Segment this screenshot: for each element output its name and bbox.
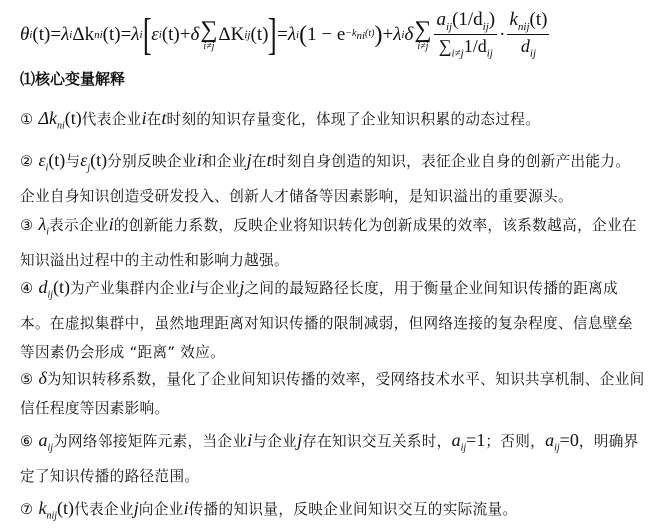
math-token: (t) xyxy=(53,277,70,297)
epsilon-symbol: ε xyxy=(151,24,159,45)
math-token: a xyxy=(38,430,48,450)
math-token: k xyxy=(38,498,47,518)
explanation-paragraph xyxy=(20,210,645,276)
math-token: ij xyxy=(47,442,53,454)
lambda-symbol: λ xyxy=(287,24,297,45)
sub-i: i xyxy=(401,29,405,41)
sub-i: i xyxy=(69,29,73,41)
equals: = xyxy=(277,24,288,45)
explanation-paragraph xyxy=(20,146,645,212)
exp-k: −k xyxy=(345,28,357,39)
explanation-paragraph xyxy=(20,364,645,423)
lambda-symbol: λ xyxy=(61,24,70,45)
sigma: ∑ xyxy=(414,17,432,43)
sub-ij: ij xyxy=(486,47,493,60)
sub-ij: ij xyxy=(482,20,489,33)
flow-fraction xyxy=(507,9,549,61)
paragraph-text: 之间的最短路径长度，用于衡量企业间知识传播的距离成本。在虚拟集群中，虽然地理距离对知识传播的限制减弱，但网络连接的复杂程度、信息壁垒等因素仍会形成 “距离” 效应。 xyxy=(20,280,633,361)
plus: + xyxy=(179,24,191,45)
math-token: ni xyxy=(57,120,65,132)
paragraph-text: 在 xyxy=(146,111,162,128)
d: d xyxy=(520,36,530,57)
paragraph-text: ① xyxy=(20,111,39,128)
knowledge-spillover-formula xyxy=(20,4,551,66)
math-symbol xyxy=(38,214,50,238)
numerator xyxy=(507,9,549,35)
paragraph-text: 时刻的知识存量变化，体现了企业知识积累的动态过程。 xyxy=(166,111,541,128)
left-paren: ( xyxy=(299,21,308,48)
math-token: j xyxy=(87,162,91,174)
sub-i: i xyxy=(29,29,33,41)
sum-limit: i≠j xyxy=(417,41,429,52)
a: a xyxy=(436,9,446,31)
paragraph-text: 为知识转移系数，量化了企业间知识传播的效率，受网络技术水平、知识共享机制、企业间信任程度等因素影响。 xyxy=(20,371,645,417)
paragraph-text: 分别反映企业 xyxy=(107,153,197,170)
math-token: ij xyxy=(47,289,53,301)
plus: + xyxy=(382,24,394,45)
explanation-paragraph xyxy=(20,273,645,367)
math-token: i xyxy=(108,214,114,234)
paragraph-text: 存在知识交互关系时， xyxy=(302,433,452,450)
sub-i: i xyxy=(296,29,300,41)
math-token: (t) xyxy=(48,150,66,170)
math-token: =1 xyxy=(466,430,486,450)
math-symbol xyxy=(80,150,108,174)
sub-i: i xyxy=(158,29,162,41)
math-token: t xyxy=(161,108,167,128)
math-token: i xyxy=(141,108,147,128)
denominator xyxy=(521,35,536,61)
explanation-paragraph xyxy=(20,494,645,531)
math-token: j xyxy=(133,498,139,518)
explanation-paragraph xyxy=(20,426,645,492)
explanation-paragraph xyxy=(20,104,645,141)
denominator xyxy=(439,35,493,61)
arg-t: (t) xyxy=(529,9,548,31)
paragraph-text: 与企业 xyxy=(252,433,298,450)
math-token: δ xyxy=(38,368,47,388)
math-token: a xyxy=(545,430,555,450)
exp-t: (t) xyxy=(365,28,375,39)
section-heading: ⑴核心变量解释 xyxy=(20,70,126,88)
paragraph-text: ⑥ xyxy=(20,433,39,450)
math-token: j xyxy=(239,277,245,297)
paragraph-text: 与企业 xyxy=(194,280,240,297)
paragraph-text: ⑦ xyxy=(20,501,39,518)
sum-limit: i≠j xyxy=(203,41,215,52)
math-token: a xyxy=(451,430,461,450)
math-token: (t) xyxy=(90,150,108,170)
paragraph-text: 在 xyxy=(251,153,267,170)
close-paren: ) xyxy=(488,9,496,31)
math-token: ε xyxy=(38,150,46,170)
sigma: ∑ xyxy=(438,36,452,57)
delta-symbol: δ xyxy=(190,24,200,45)
sub-i: i xyxy=(139,29,143,41)
left-bracket: [ xyxy=(142,10,152,59)
sigma: ∑ xyxy=(200,17,218,43)
right-paren: ) xyxy=(374,21,383,48)
paragraph-text: ③ xyxy=(20,217,39,234)
math-token: (t) xyxy=(64,108,82,128)
lambda-symbol: λ xyxy=(131,24,140,45)
math-symbol xyxy=(38,498,74,522)
exp-sub: ni xyxy=(356,30,366,42)
paragraph-text: 为网络邻接矩阵元素，当企业 xyxy=(53,433,248,450)
math-symbol xyxy=(38,277,70,301)
math-symbol xyxy=(545,430,579,454)
delta-k: Δk xyxy=(72,24,95,45)
dot: · xyxy=(499,24,506,45)
sub-ij: ij xyxy=(244,29,251,41)
math-token: i xyxy=(183,498,189,518)
one-over-d: (1/d xyxy=(452,9,483,31)
paragraph-text: 代表企业 xyxy=(81,111,142,128)
math-token: i xyxy=(196,150,202,170)
math-symbol xyxy=(38,430,53,454)
math-token: i xyxy=(45,162,49,174)
paragraph-text: 的创新能力系数，反映企业将知识转化为创新成果的效率，该系数越高，企业在知识溢出过程中的主动性和影响力越强。 xyxy=(20,217,637,270)
paragraph-text: ，明确界定了知识传播的路径范围。 xyxy=(20,433,639,486)
paragraph-text: 向企业 xyxy=(138,501,184,518)
math-token: d xyxy=(38,277,48,297)
sub-ni: ni xyxy=(94,29,103,41)
math-token: ij xyxy=(554,442,560,454)
arg-t: (t) xyxy=(32,24,51,45)
delta-K: ΔK xyxy=(218,24,245,45)
paragraph-text: ⑤ xyxy=(20,371,39,388)
math-token: (t) xyxy=(57,498,74,518)
one-minus-e: 1 − e xyxy=(307,24,346,45)
paragraph-text: ② xyxy=(20,153,39,170)
arg-t: (t) xyxy=(161,24,180,45)
theta-symbol: θ xyxy=(20,24,30,45)
math-token: i xyxy=(189,277,195,297)
paragraph-text: ④ xyxy=(20,280,39,297)
summation xyxy=(414,18,431,52)
sum-limit: i≠j xyxy=(451,47,464,60)
sub-ij: ij xyxy=(445,20,453,33)
paragraph-text: 表示企业 xyxy=(49,217,109,234)
math-token: λ xyxy=(38,214,47,234)
math-token: j xyxy=(297,430,303,450)
math-symbol xyxy=(38,150,66,174)
paragraph-text: ；否则， xyxy=(485,433,546,450)
numerator xyxy=(434,9,497,35)
paragraph-text: 为产业集群内企业 xyxy=(70,280,190,297)
math-token: Δk xyxy=(38,108,57,128)
math-token: =0 xyxy=(559,430,579,450)
equals: = xyxy=(120,24,132,45)
lambda-symbol: λ xyxy=(393,24,402,45)
one-over-d: 1/d xyxy=(463,36,487,57)
k: k xyxy=(509,9,518,31)
paragraph-text: 与 xyxy=(65,153,81,170)
paragraph-text: 代表企业 xyxy=(74,501,134,518)
math-symbol xyxy=(451,430,486,454)
math-token: nij xyxy=(46,510,57,522)
arg-t: (t) xyxy=(250,24,269,45)
summation xyxy=(200,18,217,52)
math-token: ij xyxy=(460,442,467,454)
arg-t: (t) xyxy=(102,24,121,45)
paragraph-text: 传播的知识量，反映企业间知识交互的实际流量。 xyxy=(188,501,518,518)
paragraph-text: 和企业 xyxy=(201,153,247,170)
exponent xyxy=(345,28,374,42)
sub-nij: nij xyxy=(517,20,530,33)
math-token: j xyxy=(246,150,252,170)
right-bracket: ] xyxy=(268,10,278,59)
paragraph-text: 时刻自身创造的知识，表征企业自身的创新产出能力。企业自身知识创造受研发投入、创新人才储备等因素影响，是知识溢出的重要源头。 xyxy=(20,153,631,206)
math-token: i xyxy=(46,226,50,238)
math-token: ε xyxy=(80,150,88,170)
weight-fraction xyxy=(434,9,497,61)
math-token: t xyxy=(266,150,272,170)
math-token: i xyxy=(247,430,253,450)
math-symbol xyxy=(38,108,82,132)
sub-ij: ij xyxy=(529,47,537,60)
math-symbol xyxy=(38,368,46,388)
equals: = xyxy=(50,24,62,45)
delta-symbol: δ xyxy=(404,24,414,45)
